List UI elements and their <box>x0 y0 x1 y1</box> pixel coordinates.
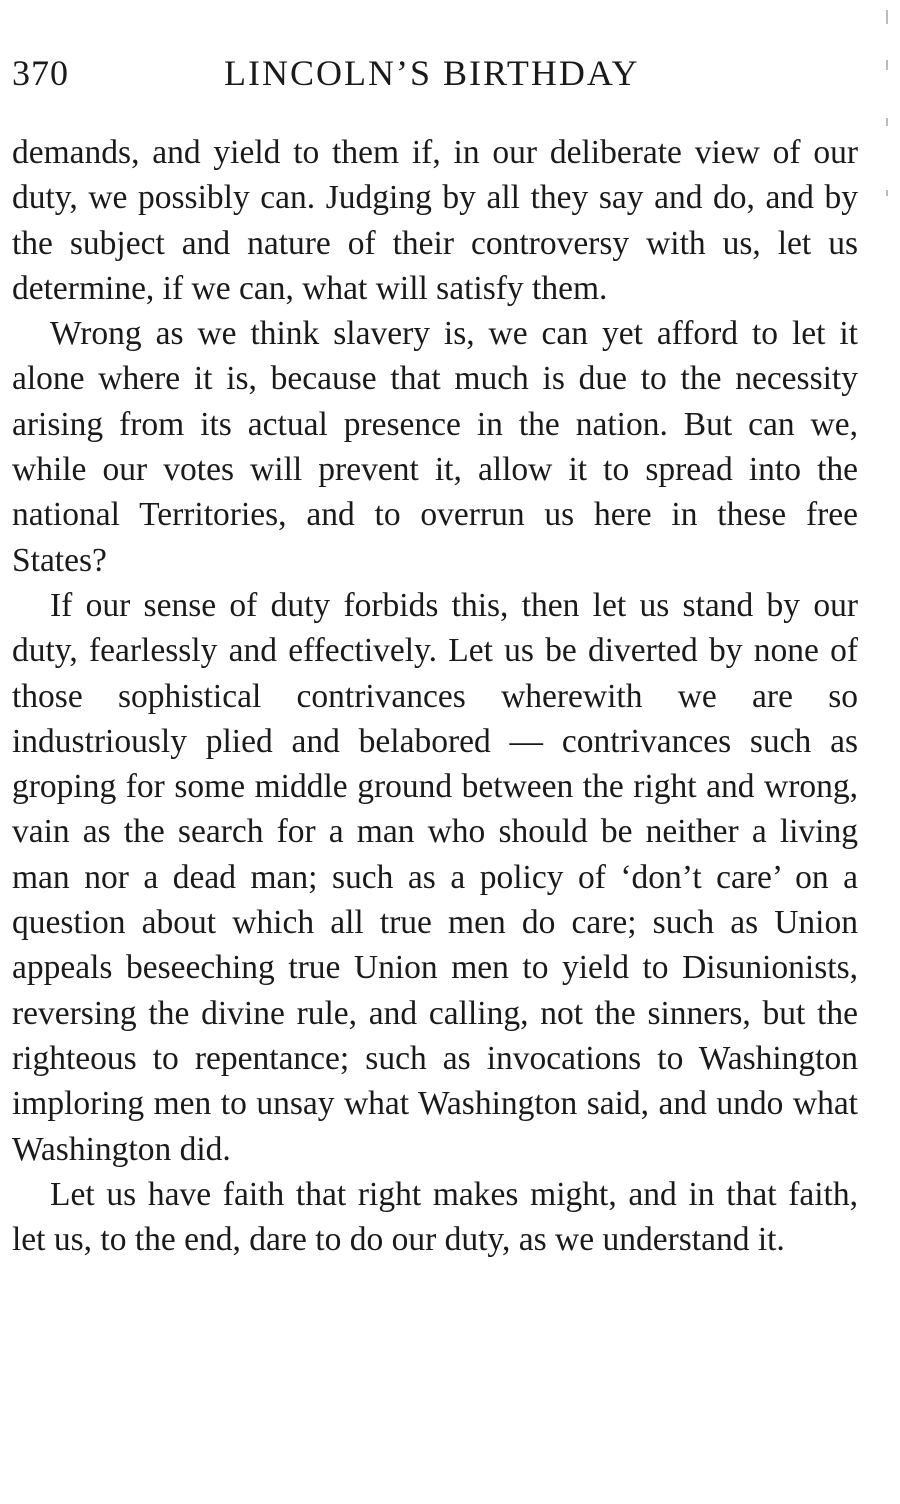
scan-speck <box>886 60 888 70</box>
page-number: 370 <box>12 53 69 93</box>
page-header <box>12 44 858 104</box>
paragraph-3: If our sense of duty forbids this, then let us stand by our duty, fearlessly and effectively. Let us be diverted by none of those sophistical contrivances wherewith we are so industriously plied and belabored — contrivances such as groping for some middle ground between the right and wrong, vain as the search for a man who should be neither a living man nor a dead man; such as a policy of ‘don’t care’ on a question about which all true men do care; such as Union appeals beseeching true Union men to yield to Disunionists, reversing the divine rule, and calling, not the sinners, but the righteous to repentance; such as invocations to Washington imploring men to unsay what Washington said, and undo what Washington did. <box>12 586 858 1168</box>
paragraph-2: Wrong as we think slavery is, we can yet afford to let it alone where it is, because that much is due to the necessity arising from its actual presence in the nation. But can we, while our votes will prevent it, allow it to spread into the national Territories, and to overrun us here in these free States? <box>12 315 858 579</box>
running-head: LINCOLN’S BIRTHDAY <box>224 53 640 93</box>
paragraph-4: Let us have faith that right makes might, and in that faith, let us, to the end, dare to do our duty, as we understand it. <box>12 1175 858 1259</box>
scan-speck <box>886 10 888 24</box>
body-text <box>12 130 858 1262</box>
paragraph-1: demands, and yield to them if, in our deliberate view of our duty, we possibly can. Judging by all they say and do, and by the subject and nature of their controversy with us, let us determine, if we can, what will satisfy them. <box>12 134 858 307</box>
scan-edge-marks <box>886 0 892 240</box>
scan-speck <box>886 118 888 126</box>
scan-speck <box>886 190 888 196</box>
